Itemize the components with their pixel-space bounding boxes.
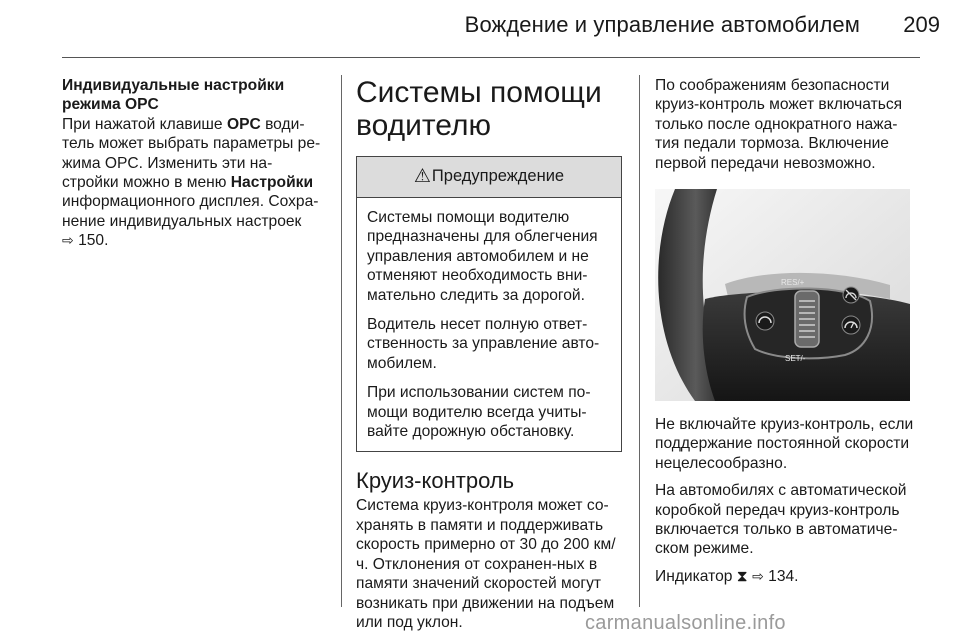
column-1 bbox=[62, 76, 327, 251]
warning-paragraph-1: Системы помощи водителю предназначены для облегчения управления автомобилем и не отменяют необходимость вни-мательно следить за дорогой. bbox=[367, 209, 598, 304]
automatic-transmission-paragraph: На автомобилях с автоматической коробкой передач круиз-контроль включается только в автоматиче-ском режиме. bbox=[655, 482, 907, 558]
section-title-driver-assist: Системы помощи водителю bbox=[356, 76, 602, 142]
opc-text-1: При нажатой клавише bbox=[62, 115, 227, 133]
subheading-line-2: режима OPC bbox=[62, 96, 159, 114]
warning-triangle-icon: ⚠ bbox=[413, 166, 431, 188]
cruise-control-paragraph: Система круиз-контроля может со-хранять в памяти и поддерживать скорость примерно от 30 до 200 км/ч. Отклонения от сохранен-ных в памяти значений скоростей могут возникать при движении на подъем или под уклон. bbox=[356, 497, 616, 631]
steering-wheel-illustration bbox=[655, 189, 910, 401]
column-3 bbox=[655, 76, 920, 586]
subsection-title-cruise-control: Круиз-контроль bbox=[356, 468, 515, 494]
opc-text-3: информационного дисплея. Сохра-нение индивидуальных настроек bbox=[62, 193, 319, 230]
settings-menu-label: Настройки bbox=[230, 174, 314, 192]
indicator-reference-page[interactable]: 134. bbox=[763, 567, 799, 585]
opc-key-label: OPC bbox=[226, 115, 261, 133]
subheading-line-1: Индивидуальные настройки bbox=[62, 77, 285, 94]
indicator-paragraph bbox=[655, 567, 920, 586]
caution-paragraph: Не включайте круиз-контроль, если поддержание постоянной скорости нецелесообразно. bbox=[655, 416, 914, 472]
page-number: 209 bbox=[903, 12, 940, 37]
opc-paragraph bbox=[62, 115, 327, 251]
warning-header bbox=[357, 157, 621, 198]
warning-body bbox=[357, 198, 621, 451]
reference-arrow-icon: ⇨ bbox=[752, 567, 764, 584]
warning-box bbox=[356, 156, 622, 452]
watermark: carmanualsonline.info bbox=[585, 612, 786, 634]
set-label: SET/- bbox=[785, 354, 806, 364]
warning-paragraph-2: Водитель несет полную ответ-ственность за управление авто-мобилем. bbox=[367, 316, 600, 372]
column-divider-right bbox=[639, 75, 640, 607]
indicator-text: Индикатор bbox=[655, 567, 737, 585]
reference-page[interactable]: 150. bbox=[73, 232, 109, 250]
warning-paragraph-3: При использовании систем по-мощи водителю всегда учиты-вайте дорожную обстановку. bbox=[367, 384, 591, 441]
reference-arrow-icon: ⇨ bbox=[62, 232, 74, 249]
steering-wheel-photo bbox=[655, 189, 910, 401]
page-header-title: Вождение и управление автомобилем bbox=[464, 12, 860, 37]
header-rule bbox=[62, 57, 920, 58]
safety-paragraph: По соображениям безопасности круиз-контроль может включаться только после однократного нажа-тия педали тормоза. Включение первой передачи невозможно. bbox=[655, 77, 903, 172]
subheading-opc-settings bbox=[62, 76, 327, 115]
column-divider-left bbox=[341, 75, 342, 607]
res-label: RES/+ bbox=[781, 278, 805, 288]
opc-text-2: води-тель может выбрать параметры ре-жима OPC. Изменить эти на-стройки можно в меню bbox=[62, 115, 321, 192]
column-2 bbox=[356, 76, 622, 632]
warning-title: Предупреждение bbox=[431, 167, 565, 186]
cruise-indicator-icon: ⧗ bbox=[736, 567, 748, 585]
